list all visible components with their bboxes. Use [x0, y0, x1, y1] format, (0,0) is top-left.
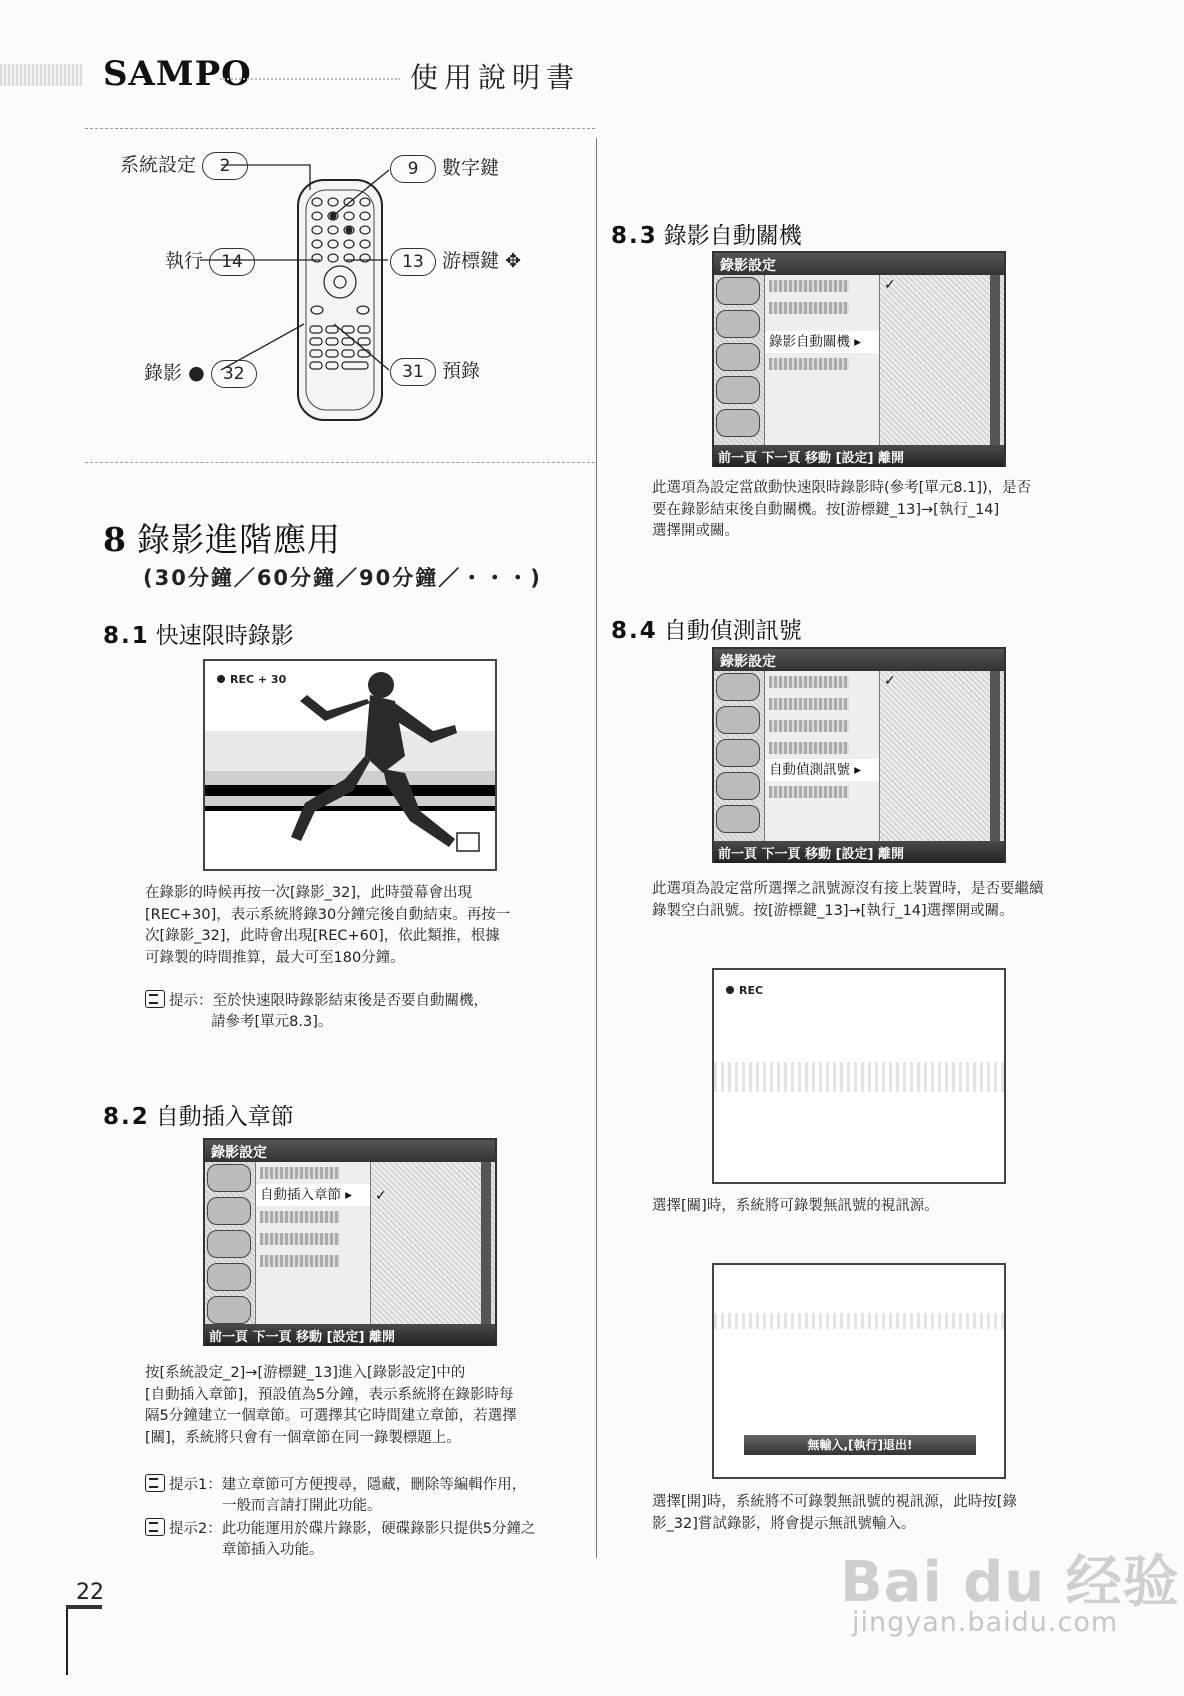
watermark-logo: Bai du 经验 — [840, 1550, 1180, 1615]
key-number-2: 2 — [202, 152, 248, 180]
tip-icon — [145, 1518, 165, 1536]
disc-icon — [716, 277, 760, 305]
section-8-2-paragraph: 按[系統設定_2]→[游標鍵_13]進入[錄影設定]中的 [自動插入章節]，預設值為5分鐘，表示系統將在錄影時每 隔5分鐘建立一個章節。可選擇其它時間建立章節，若選擇 [關]，系統將只會有一個章節在同一錄製標題上。 — [145, 1365, 517, 1446]
watermark-url: jingyan.baidu.com — [852, 1607, 1119, 1638]
brand-logo: SAMPO — [103, 54, 252, 94]
tip-icon — [145, 1474, 165, 1492]
record-icon — [716, 376, 760, 404]
clock-icon — [716, 409, 760, 437]
divider — [85, 128, 595, 129]
label-execute: 執行 14 — [165, 246, 255, 276]
section-8-2-tip-2: 提示2：此功能運用於碟片錄影，硬碟錄影只提供5分鐘之 章節插入功能。 — [145, 1518, 585, 1561]
osd-menu-footer: 前一頁 下一頁 移動 [設定] 離開 — [714, 841, 1004, 863]
key-number-14: 14 — [209, 248, 255, 276]
label-number-keys: 9 數字鍵 — [390, 153, 499, 183]
record-icon — [207, 1263, 251, 1291]
key-number-31: 31 — [390, 358, 436, 386]
section-8-2-heading: 8.2 自動插入章節 — [103, 1104, 294, 1130]
remote-diagram — [120, 150, 580, 430]
osd-scrollbar — [481, 1162, 491, 1324]
section-8-1-heading: 8.1 快速限時錄影 — [103, 623, 294, 649]
disc-icon — [207, 1197, 251, 1225]
record-dot-icon: ● — [188, 362, 205, 384]
rec-screen-off: REC — [712, 968, 1006, 1184]
check-icon: ✓ — [884, 673, 896, 689]
osd-menu-8-2 — [203, 1138, 497, 1346]
osd-menu-8-4 — [712, 647, 1006, 863]
divider — [85, 462, 595, 463]
check-icon: ✓ — [375, 1188, 387, 1204]
section-8-2-tip-1: 提示1：建立章節可方便搜尋，隱藏，刪除等編輯作用， 一般而言請打開此功能。 — [145, 1474, 585, 1517]
key-number-9: 9 — [390, 155, 436, 183]
label-cursor-keys: 13 游標鍵 ✥ — [390, 246, 521, 276]
key-number-32: 32 — [211, 360, 257, 388]
osd-menu-list — [764, 671, 880, 841]
rec-screen-sprinter: REC + 30 — [203, 659, 497, 871]
disc-icon — [716, 673, 760, 701]
check-icon: ✓ — [884, 277, 896, 293]
osd-menu-title: 錄影設定 — [714, 253, 1004, 275]
page-rule — [66, 1605, 102, 1609]
audio-icon — [716, 343, 760, 371]
audio-icon — [207, 1230, 251, 1258]
header-divider — [220, 78, 400, 80]
section-8-4-paragraph: 此選項為設定當所選擇之訊號源沒有接上裝置時，是否要繼續 錄製空白訊號。按[游標鍵_13]→[執行_14]選擇開或關。 — [652, 881, 1044, 919]
rec-screen-on — [712, 1263, 1006, 1479]
section-8-3-paragraph: 此選項為設定當啟動快速限時錄影時(參考[單元8.1])，是否 要在錄影結束後自動關機。按[游標鍵_13]→[執行_14] 選擇開或關。 — [652, 480, 1032, 539]
no-input-banner: 無輸入,[執行]退出! — [744, 1435, 976, 1455]
key-number-13: 13 — [390, 248, 436, 276]
static-noise — [714, 1313, 1004, 1329]
label-record: 錄影 ● 32 — [144, 358, 257, 388]
osd-selected-item: 自動偵測訊號 ▸ — [765, 759, 879, 781]
record-icon — [716, 772, 760, 800]
page-number: 22 — [76, 1580, 104, 1605]
osd-menu-footer: 前一頁 下一頁 移動 [設定] 離開 — [205, 1324, 495, 1346]
scan-noise — [0, 64, 82, 86]
osd-scrollbar — [990, 671, 1000, 841]
cursor-cross-icon: ✥ — [505, 250, 522, 272]
osd-scrollbar — [990, 275, 1000, 445]
osd-selected-item: 錄影自動關機 ▸ — [765, 331, 879, 353]
label-system-setup: 系統設定 2 — [120, 150, 248, 180]
tip-icon — [145, 990, 165, 1008]
osd-menu-title: 錄影設定 — [205, 1140, 495, 1162]
chapter-heading: 8 錄影進階應用 — [103, 520, 341, 559]
disc-icon — [207, 1164, 251, 1192]
section-8-4-heading: 8.4 自動偵測訊號 — [611, 618, 802, 644]
osd-menu-footer: 前一頁 下一頁 移動 [設定] 離開 — [714, 445, 1004, 467]
chapter-subtitle: (30分鐘／60分鐘／90分鐘／・・・) — [143, 566, 542, 590]
label-preset-record: 31 預錄 — [390, 356, 480, 386]
osd-menu-title: 錄影設定 — [714, 649, 1004, 671]
osd-menu-list — [255, 1162, 371, 1324]
audio-icon — [716, 739, 760, 767]
column-divider — [596, 138, 597, 1558]
section-8-1-paragraph: 在錄影的時候再按一次[錄影_32]，此時螢幕會出現 [REC+30]，表示系統將錄30分鐘完後自動結束。再按一 次[錄影_32]，此時會出現[REC+60]，依此類推，根據 可錄製的時間推算，最大可至180分鐘。 — [145, 885, 511, 966]
clock-icon — [716, 805, 760, 833]
osd-selected-item: 自動插入章節 ▸ — [256, 1184, 370, 1206]
disc-icon — [716, 706, 760, 734]
rec-dot-icon — [726, 986, 734, 994]
caption-on: 選擇[開]時，系統將不可錄製無訊號的視訊源，此時按[錄 影_32]嘗試錄影，將會提示無訊號輸入。 — [652, 1494, 1017, 1532]
margin-line — [66, 1605, 68, 1675]
osd-menu-list — [764, 275, 880, 445]
document-title: 使用說明書 — [410, 61, 581, 94]
disc-icon — [716, 310, 760, 338]
remote-illustration — [120, 150, 580, 430]
section-8-3-heading: 8.3 錄影自動關機 — [611, 223, 802, 249]
sprinter-photo — [205, 661, 495, 869]
clock-icon — [207, 1296, 251, 1324]
osd-menu-8-3 — [712, 251, 1006, 467]
static-noise — [714, 1062, 1004, 1092]
caption-off: 選擇[關]時，系統將可錄製無訊號的視訊源。 — [652, 1198, 939, 1214]
section-8-1-tip: 提示：至於快速限時錄影結束後是否要自動關機， 請參考[單元8.3]。 — [145, 990, 575, 1033]
